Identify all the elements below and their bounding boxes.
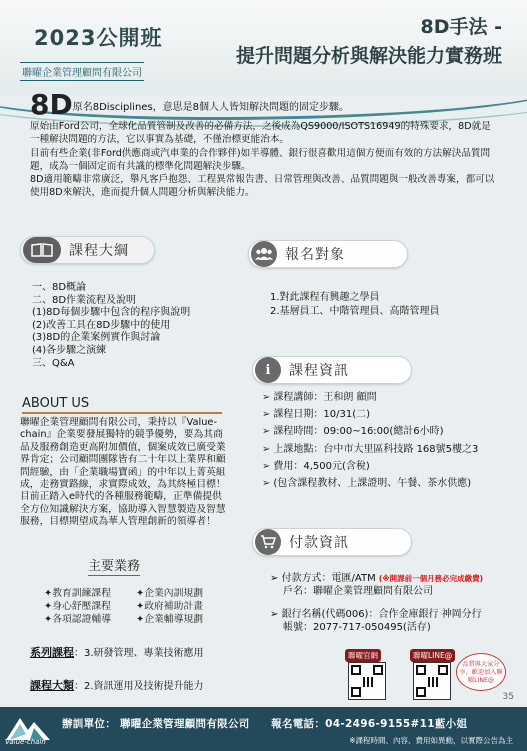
line-qr-code[interactable] <box>413 662 451 700</box>
series-value: ：3.研發管理、專業技術應用 <box>74 648 204 659</box>
outline-item: 三、Q&A <box>32 357 75 369</box>
website-qr-label: 聯曜官網 <box>345 649 381 662</box>
intro-section <box>30 88 500 199</box>
payment-deadline-note: (※開課前一個月務必完成繳費) <box>378 574 484 583</box>
line-qr-label: 聯曜LINE@ <box>410 649 455 662</box>
course-title <box>236 12 502 68</box>
outline-item: (3)8D的企業案例實作與討論 <box>32 332 161 344</box>
info-banner-label: 課程資訊 <box>289 363 349 379</box>
service-item: ✦各項認證輔導 <box>44 614 111 625</box>
course-category <box>30 677 204 693</box>
series-category <box>30 644 204 660</box>
arrow-icon: ➢ <box>262 426 271 438</box>
cart-icon <box>255 529 281 555</box>
payment-details <box>270 572 483 634</box>
intro-paragraph-1: 原始由Ford公司，全球化品質管制及改善的必備方法，之後成為QS9000/ISOTS16949的特殊要求，8D就是一種解決問題的方法，它以事實為基礎，不僅治標更能治本。 <box>30 121 491 146</box>
course-info-item: ➢ 課程時間：09:00~16:00(總計6小時) <box>262 426 444 438</box>
page-number: 35 <box>502 692 514 702</box>
course-info-item: ➢ 課程講師：王和朗 顧問 <box>262 392 377 403</box>
footer-organizer-contact: 辦訓單位： 聯曜企業管理顧問有限公司 報名電話：04-2496-9155#11藍小姐 <box>62 718 468 730</box>
website-qr-code[interactable] <box>348 662 386 700</box>
intro-paragraph-3: 8D適用範疇非常廣泛，舉凡客戶抱怨、工程異常報告書、日常管理與改善、品質問題與一般改善專案，都可以使用8D來解決，進而提升個人問題分析與解決能力。 <box>30 174 495 199</box>
course-info-item: ➢ 上課地點：台中市大里區科技路 168號5樓之3 <box>262 443 479 455</box>
info-banner <box>252 356 412 384</box>
arrow-icon: ➢ <box>262 443 271 455</box>
service-item: ✦政府補助計畫 <box>136 601 203 612</box>
company-name: 聯曜企業管理顧問有限公司 <box>20 62 144 81</box>
service-item: ✦教育訓練課程 <box>44 588 111 599</box>
category-value: ：2.資訊運用及技術提升能力 <box>74 681 204 692</box>
audience-item: 2.基層員工、中階管理員、高階管理員 <box>270 305 440 317</box>
audience-banner <box>248 240 408 268</box>
series-label: 系列課程 <box>30 646 74 659</box>
line-invite-bubble: 品質與大家分享，歡迎加入聯曜LINE@ <box>456 653 506 691</box>
info-icon: i <box>255 357 281 383</box>
service-item: ✦企業輔導規劃 <box>136 614 203 625</box>
outline-item: (1)8D每個步驟中包含的程序與說明 <box>32 307 191 319</box>
payment-method: ➢ 付款方式：電匯/ATM (※開課前一個月務必完成繳費) <box>270 573 484 584</box>
about-heading: ABOUT US <box>22 396 222 414</box>
arrow-icon: ➢ <box>262 409 271 421</box>
services-heading: 主要業務 <box>88 555 140 576</box>
outline-item: (4)各步驟之演練 <box>32 344 107 356</box>
audience-item: 1.對此課程有興趣之學員 <box>270 292 380 303</box>
intro-lead: 原名8Disciplines，意思是8個人人皆知解決問題的固定步驟。 <box>72 102 350 113</box>
about-text: 聯曜企業管理顧問有限公司，秉持以『Value-chain』企業要發展獨特的競爭優勢，要為其商品及服務創造更高附加價值，個案成效已廣受業界肯定；公司顧問團隊皆有二十年以上業界和顧問經驗，由「企業職場寶函」的中年以上菁英組成，走務實路線，求實際成效，為其終極目標！目前正踏入e時代的各種服務範疇，正準備提供全方位知識解決方案，協助導入智慧製造及智慧服務，目標期望成為華人管理創新的領導者！ <box>20 417 226 528</box>
audience-banner-label: 報名對象 <box>285 247 345 263</box>
outline-list <box>32 282 190 370</box>
outline-item: 二、8D作業流程及說明 <box>32 294 137 306</box>
outline-item: 一、8D概論 <box>32 282 87 293</box>
services-list <box>44 587 236 626</box>
payment-banner <box>252 528 412 556</box>
year-title: 2023公開班 <box>34 26 163 50</box>
course-title-line1: 8D手法 - <box>420 16 502 38</box>
service-item: ✦身心舒壓課程 <box>44 601 111 612</box>
intro-paragraph-2: 目前有些企業(非Ford供應商或汽車業的合作夥伴)如半導體、銀行很喜歡用這個方便而有效的方法解決品質問題，成為一個固定而有共識的標準化問題解決步驟。 <box>30 147 491 172</box>
payment-account-number: 帳號：2077-717-050495(活存) <box>283 622 431 633</box>
audience-list <box>270 291 440 318</box>
outline-banner-label: 課程大綱 <box>69 243 129 259</box>
course-info-item: ➢ 費用：4,500元(含稅) <box>262 460 370 472</box>
outline-banner <box>20 236 155 264</box>
category-label: 課程大類 <box>30 679 74 692</box>
course-title-line2: 提升問題分析與解決能力實務班 <box>235 45 502 67</box>
people-icon <box>251 241 277 267</box>
service-item: ✦企業內訓規劃 <box>136 588 203 599</box>
arrow-icon: ➢ <box>262 460 271 472</box>
book-icon <box>23 237 61 263</box>
payment-banner-label: 付款資訊 <box>289 535 349 551</box>
arrow-icon: ➢ <box>262 478 271 490</box>
logo-text: Value-chain <box>5 738 46 746</box>
payment-bank: ➢ 銀行名稱(代碼006)：合作金庫銀行 神岡分行 <box>270 609 482 620</box>
payment-account-name: 戶名：聯曜企業管理顧問有限公司 <box>283 586 433 597</box>
course-info-list <box>262 389 478 492</box>
intro-8d-mark: 8D <box>30 88 73 121</box>
course-info-item: ➢ (包含課程教材、上課證明、午餐、茶水供應) <box>262 478 472 490</box>
outline-item: (2)改善工具在8D步驟中的使用 <box>32 319 171 331</box>
arrow-icon: ➢ <box>262 392 271 403</box>
footer-note: ※課程時間、內容、費用如異動，以實際公告為主 <box>349 736 513 745</box>
course-info-item: ➢ 課程日期：10/31(二) <box>262 409 371 421</box>
